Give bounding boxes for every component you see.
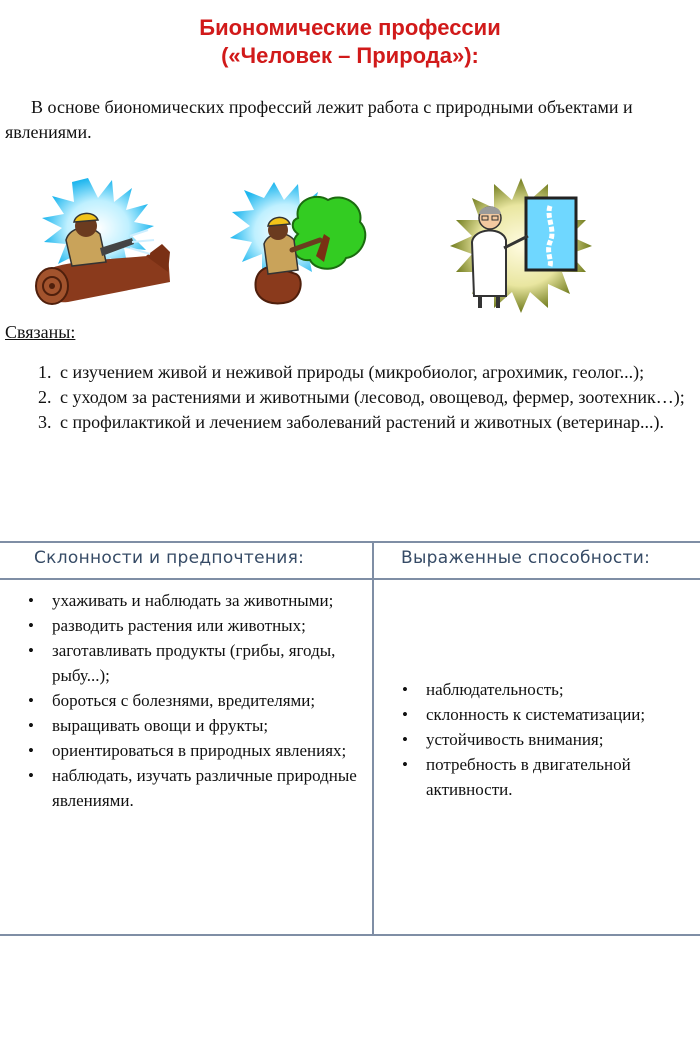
page-title <box>0 14 700 70</box>
list-item: • выращивать овощи и фрукты; <box>24 713 364 738</box>
aptitude-table <box>0 541 700 936</box>
list-item: • потребность в двигательной активности. <box>398 752 698 802</box>
list-item: 3. с профилактикой и лечением заболеваний растений и животных (ветеринар...). <box>56 410 700 435</box>
tree-planting-icon <box>224 178 379 308</box>
list-item: • ориентироваться в природных явлениях; <box>24 738 364 763</box>
abilities-header: Выраженные способности: <box>401 548 651 568</box>
intro-paragraph: В основе биономических профессий лежит работа с природными объектами и явлениями. <box>5 97 633 142</box>
list-item: • ухаживать и наблюдать за животными; <box>24 588 364 613</box>
list-item: • заготавливать продукты (грибы, ягоды, рыбу...); <box>24 638 364 688</box>
linked-label: Связаны: <box>5 322 76 342</box>
list-item: • наблюдать, изучать различные природные явлениями. <box>24 763 364 813</box>
inclinations-header: Склонности и предпочтения: <box>34 548 305 568</box>
list-item: • склонность к систематизации; <box>398 702 698 727</box>
list-item: • разводить растения или животных; <box>24 613 364 638</box>
page-title-line-1: Биономические профессии <box>199 15 501 40</box>
linked-list <box>26 360 700 435</box>
abilities-list <box>398 677 698 802</box>
column-divider <box>372 543 374 934</box>
list-item: 2. с уходом за растениями и животными (лесовод, овощевод, фермер, зоотехник…); <box>56 385 700 410</box>
list-item: 1. с изучением живой и неживой природы (микробиолог, агрохимик, геолог...); <box>56 360 700 385</box>
inclinations-list <box>24 588 364 813</box>
header-divider <box>0 578 700 580</box>
illustrations-row <box>0 178 700 313</box>
page-title-line-2: («Человек – Природа»): <box>221 43 479 68</box>
list-item: • устойчивость внимания; <box>398 727 698 752</box>
lumberjack-log-icon <box>28 178 178 308</box>
doctor-xray-icon <box>446 178 596 313</box>
list-item: • наблюдательность; <box>398 677 698 702</box>
list-item: • бороться с болезнями, вредителями; <box>24 688 364 713</box>
